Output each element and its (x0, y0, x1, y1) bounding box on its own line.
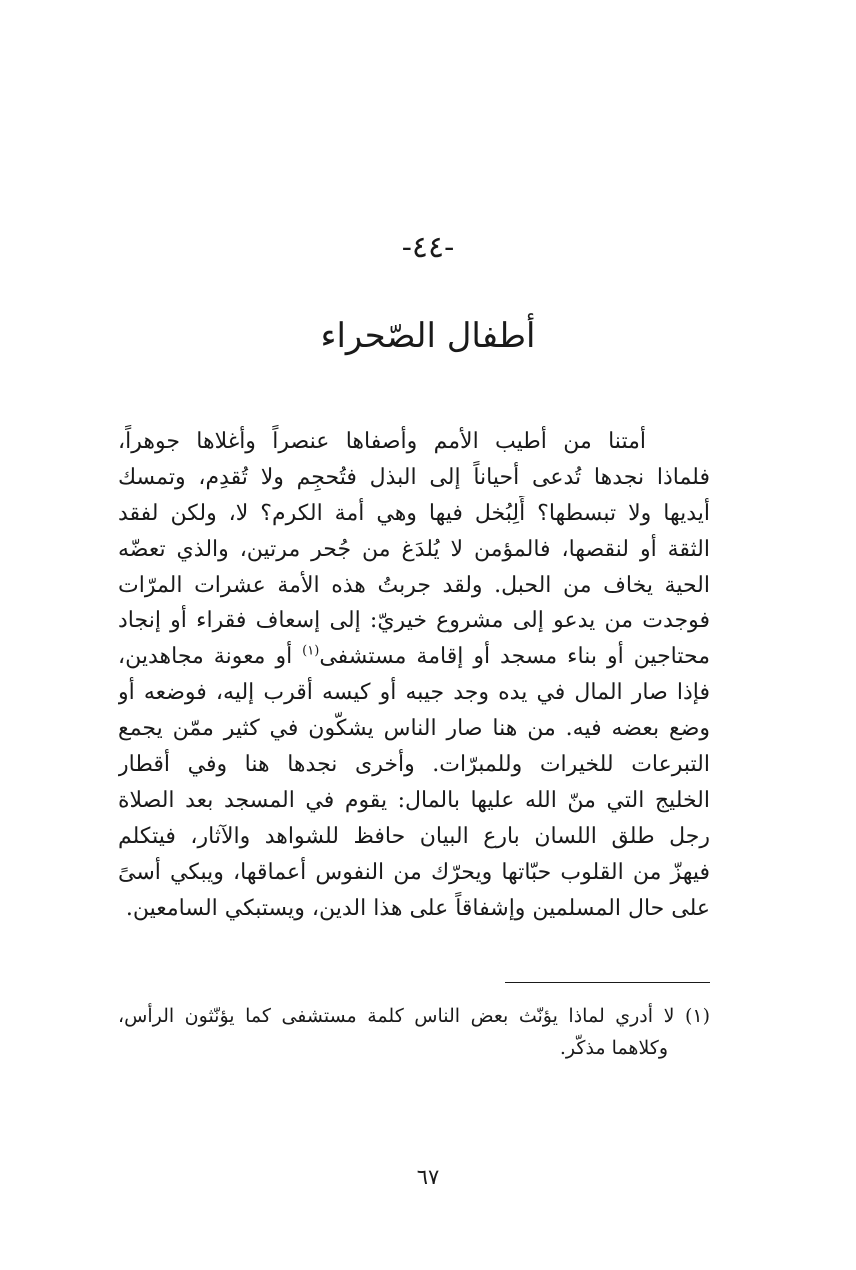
body-line: الحية يخاف من الحبل. ولقد جربتُ هذه الأمة عشرات المرّات (118, 572, 710, 598)
body-line: وضع بعضه فيه. من هنا صار الناس يشكّون في كثير ممّن يجمع (118, 716, 710, 742)
body-line-text: أو معونة مجاهدين، (118, 644, 303, 670)
body-line: فيهزّ من القلوب حبّاتها ويحرّك من النفوس أعماقها، ويبكي أسىً (118, 859, 710, 885)
body-line: فإذا صار المال في يده وجد جيبه أو كيسه أقرب إليه، فوضعه أو (118, 680, 710, 706)
body-line: أمتنا من أطيب الأمم وأصفاها عنصراً وأغلاها جوهراً، (118, 429, 646, 454)
chapter-title: أطفال الصّحراء (320, 316, 536, 356)
body-line: فوجدت من يدعو إلى مشروع خيريّ: إلى إسعاف فقراء أو إنجاد (118, 608, 710, 634)
footnote-line: وكلاهما مذكّر. (559, 1037, 668, 1059)
body-line: التبرعات للخيرات وللمبرّات. وأخرى نجدها هنا وفي أقطار (118, 752, 710, 778)
body-paragraph (118, 424, 710, 926)
footnote-divider (505, 982, 710, 983)
footnote (118, 1000, 710, 1064)
body-line: الخليج التي منّ الله عليها بالمال: يقوم في المسجد بعد الصلاة (118, 787, 710, 813)
page-number: ٦٧ (416, 1165, 440, 1189)
body-line: الثقة أو لنقصها، فالمؤمن لا يُلدَغ من جُحر مرتين، والذي تعضّه (118, 536, 710, 562)
body-line-with-note (118, 639, 710, 675)
body-line: على حال المسلمين وإشفاقاً على هذا الدين، ويستبكي السامعين. (125, 895, 710, 921)
body-line: أيديها ولا تبسطها؟ أَلِبُخل فيها وهي أمة الكرم؟ لا، ولكن لفقد (118, 500, 710, 526)
chapter-number: -٤٤- (401, 230, 455, 265)
body-line: رجل طلق اللسان بارع البيان حافظ للشواهد والآثار، فيتكلم (118, 823, 710, 849)
body-line-text: محتاجين أو بناء مسجد أو إقامة مستشفى (319, 644, 710, 670)
footnote-reference: (١) (302, 644, 320, 660)
footnote-line: (١) لا أدري لماذا يؤنّث بعض الناس كلمة مستشفى كما يؤنّثون الرأس، (118, 1005, 710, 1027)
body-line: فلماذا نجدها تُدعى أحياناً إلى البذل فتُحجِم ولا تُقدِم، وتمسك (118, 464, 710, 490)
